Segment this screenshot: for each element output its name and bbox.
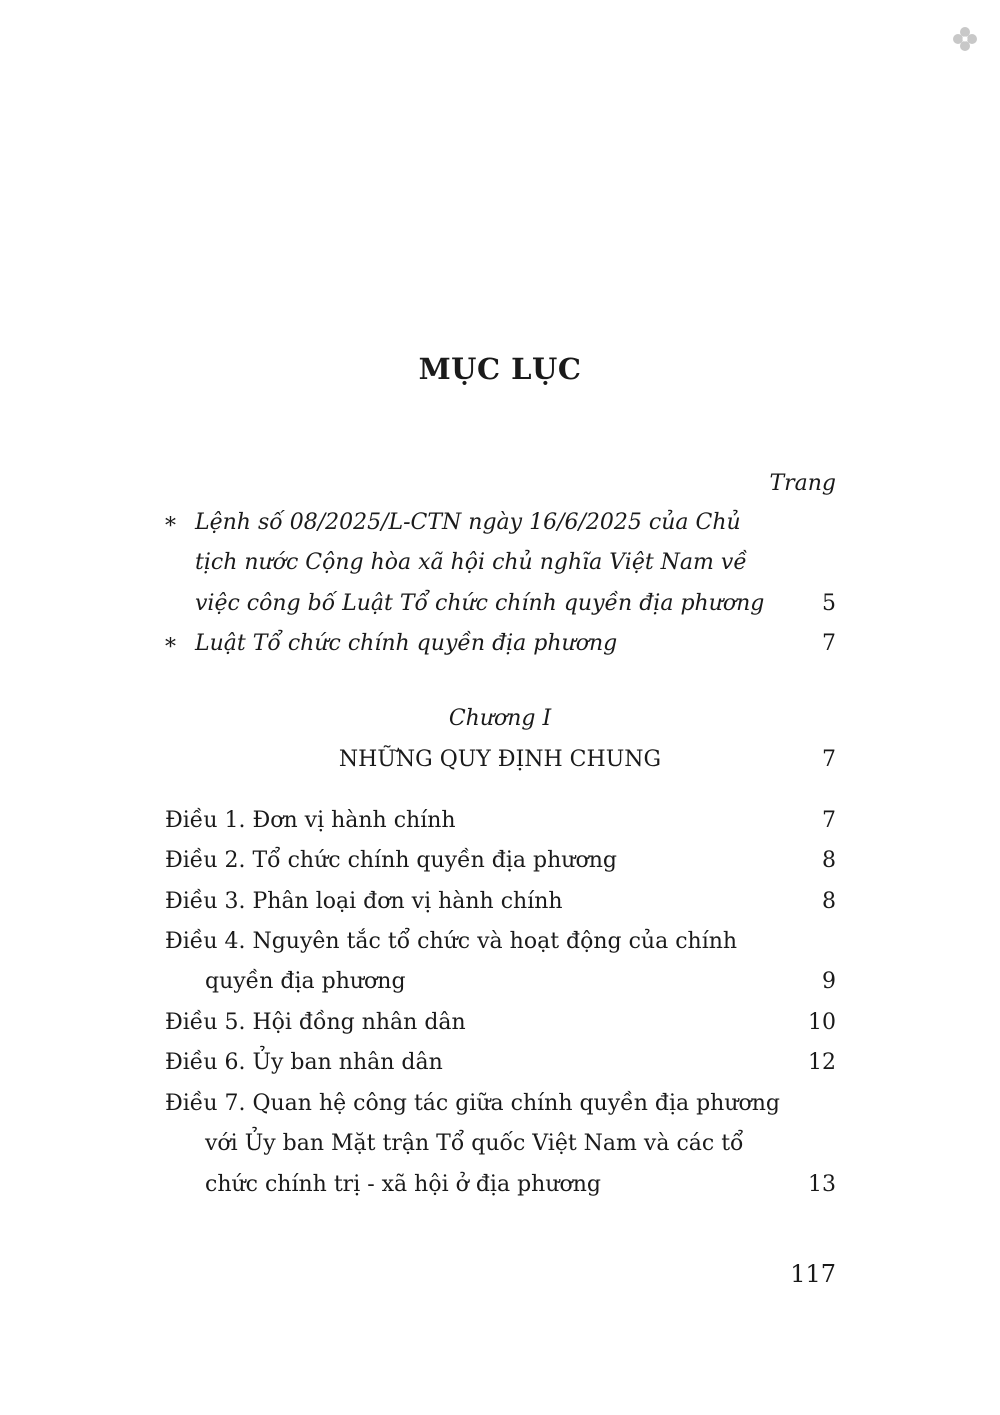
toc-entry-line: chức chính trị - xã hội ở địa phương (205, 1172, 601, 1197)
page-column-label: Trang (769, 471, 836, 496)
toc-page-number: 5 (822, 591, 836, 616)
toc-page-number: 7 (822, 808, 836, 833)
chapter-title: NHỮNG QUY ĐỊNH CHUNG (338, 747, 662, 772)
toc-entry-line: Điều 4. Nguyên tắc tổ chức và hoạt động của chính (165, 929, 738, 954)
toc-page-number: 7 (822, 631, 836, 656)
toc-entry-line: Lệnh số 08/2025/L-CTN ngày 16/6/2025 của Chủ (195, 510, 741, 535)
toc-page-number: 12 (808, 1050, 836, 1075)
toc-page-number: 13 (808, 1172, 836, 1197)
toc-page-number: 9 (822, 969, 836, 994)
toc-entry-line: Luật Tổ chức chính quyền địa phương (195, 631, 618, 656)
toc-entry-line: việc công bố Luật Tổ chức chính quyền địa phương (195, 591, 765, 616)
toc-entry-line: Điều 7. Quan hệ công tác giữa chính quyền địa phương (165, 1091, 781, 1116)
toc-entry-line: Điều 1. Đơn vị hành chính (165, 808, 456, 833)
toc-entry-line: Điều 2. Tổ chức chính quyền địa phương (165, 848, 617, 873)
page-folio-number: 117 (790, 1260, 836, 1288)
page-title: MỤC LỤC (418, 352, 582, 386)
toc-entry-line: quyền địa phương (205, 969, 406, 994)
chapter-label: Chương I (448, 706, 552, 731)
toc-entry-line: Điều 3. Phân loại đơn vị hành chính (165, 889, 563, 914)
bullet-marker: * (165, 635, 176, 660)
toc-entry-line: Điều 6. Ủy ban nhân dân (165, 1050, 443, 1075)
flower-mark-icon (952, 26, 978, 52)
toc-entry-line: với Ủy ban Mặt trận Tổ quốc Việt Nam và các tổ (205, 1131, 744, 1156)
bullet-marker: * (165, 514, 176, 539)
toc-page-number: 8 (822, 889, 836, 914)
toc-entry-line: Điều 5. Hội đồng nhân dân (165, 1010, 466, 1035)
toc-page-number: 8 (822, 848, 836, 873)
toc-page-number: 10 (808, 1010, 836, 1035)
toc-page-number: 7 (822, 747, 836, 772)
toc-entry-line: tịch nước Cộng hòa xã hội chủ nghĩa Việt Nam về (195, 550, 747, 575)
